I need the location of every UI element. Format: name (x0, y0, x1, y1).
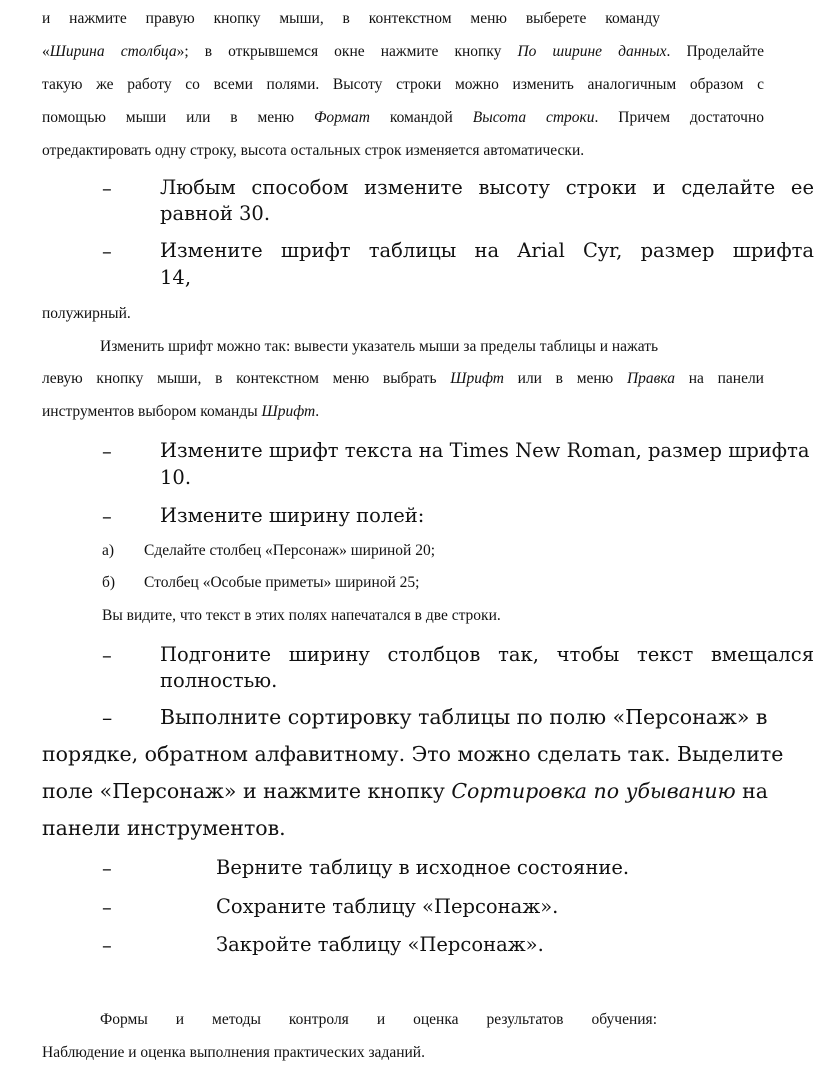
paragraph-line: инструментов выбором команды Шрифт. (42, 403, 320, 420)
task-line: порядке, обратном алфавитному. Это можно сделать так. Выделите (42, 742, 784, 766)
dash-bullet: – (102, 177, 112, 200)
task-line: Измените ширину полей: (160, 504, 425, 527)
paragraph-line: Наблюдение и оценка выполнения практических заданий. (42, 1044, 425, 1061)
task-line: Выполните сортировку таблицы по полю «Персонаж» в (160, 705, 768, 729)
list-marker: б) (102, 574, 116, 591)
task-line: Любым способом измените высоту строки и сделайте ее (160, 176, 814, 199)
task-line: Подгоните ширину столбцов так, чтобы текст вмещался (160, 643, 814, 666)
dash-bullet: – (102, 857, 112, 880)
paragraph-line: левую кнопку мыши, в контекстном меню выбрать Шрифт или в меню Правка на панели (42, 370, 764, 387)
dash-bullet: – (102, 505, 112, 528)
dash-bullet: – (102, 240, 112, 263)
list-marker: а) (102, 542, 115, 559)
note-line: Вы видите, что текст в этих полях напечатался в две строки. (102, 607, 501, 624)
paragraph-line: помощью мыши или в меню Формат командой Высота строки. Причем достаточно (42, 109, 764, 126)
dash-bullet: – (102, 706, 113, 730)
dash-bullet: – (102, 934, 112, 957)
task-line: Измените шрифт таблицы на Arial Cyr, размер шрифта (160, 239, 814, 262)
task-line: 14, (160, 266, 192, 289)
task-line: Сохраните таблицу «Персонаж». (216, 895, 559, 918)
list-item: Сделайте столбец «Персонаж» шириной 20; (144, 542, 436, 559)
task-line: 10. (160, 466, 192, 489)
dash-bullet: – (102, 440, 112, 463)
paragraph-line: Изменить шрифт можно так: вывести указатель мыши за пределы таблицы и нажать (100, 338, 659, 355)
paragraph-line: такую же работу со всеми полями. Высоту строки можно изменить аналогичным образом с (42, 76, 764, 93)
task-line: панели инструментов. (42, 816, 286, 840)
paragraph-line: полужирный. (42, 305, 131, 322)
paragraph-line: отредактировать одну строку, высота остальных строк изменяется автоматически. (42, 142, 585, 159)
list-item: Столбец «Особые приметы» шириной 25; (144, 574, 420, 591)
paragraph-line: «Ширина столбца»; в открывшемся окне нажмите кнопку По ширине данных. Проделайте (42, 43, 765, 60)
paragraph-line: и нажмите правую кнопку мыши, в контекстном меню выберете команду (42, 10, 660, 27)
task-line: Измените шрифт текста на Times New Roman, размер шрифта (160, 439, 810, 462)
task-line: поле «Персонаж» и нажмите кнопку Сортировка по убыванию на (42, 779, 769, 803)
dash-bullet: – (102, 644, 112, 667)
task-line: равной 30. (160, 202, 271, 225)
section-heading: Формы и методы контроля и оценка результатов обучения: (100, 1011, 657, 1028)
task-line: полностью. (160, 669, 278, 692)
dash-bullet: – (102, 896, 112, 919)
task-line: Закройте таблицу «Персонаж». (216, 933, 544, 956)
task-line: Верните таблицу в исходное состояние. (216, 856, 630, 879)
